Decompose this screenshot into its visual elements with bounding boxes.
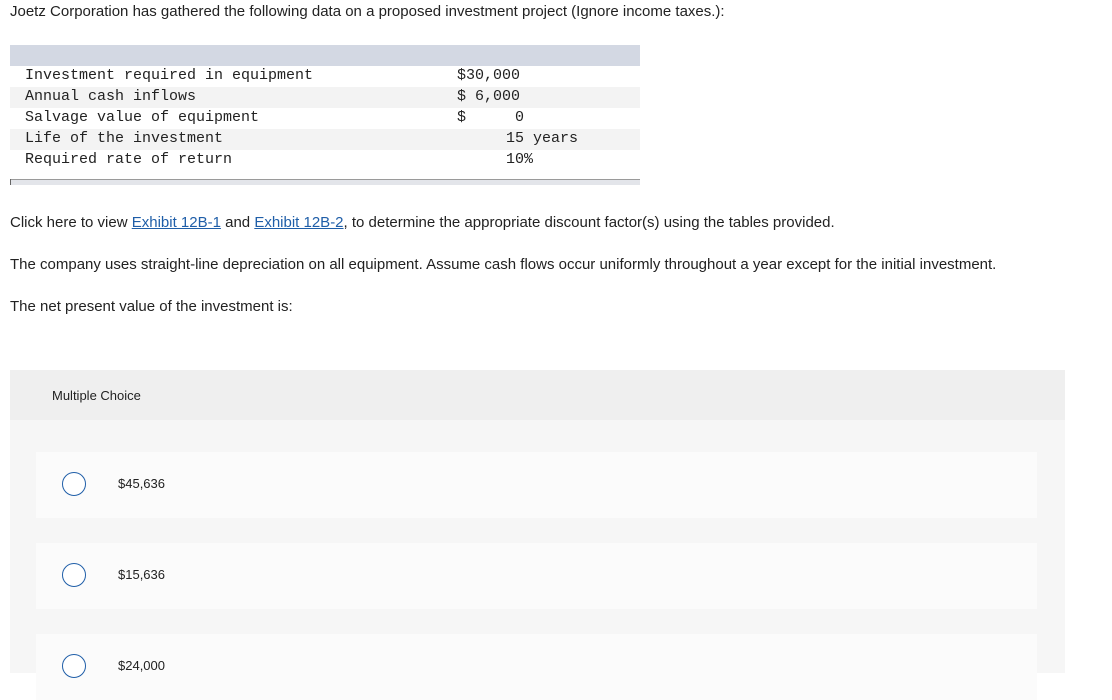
row-label: Required rate of return (25, 151, 233, 168)
table-row (10, 129, 640, 150)
row-label: Salvage value of equipment (25, 109, 260, 126)
question-prompt: The net present value of the investment is: (10, 298, 293, 315)
table-row (10, 87, 640, 108)
table-row (10, 108, 640, 129)
exhibit-suffix: , to determine the appropriate discount factor(s) using the tables provided. (343, 214, 835, 231)
multiple-choice-header (10, 370, 1065, 420)
row-currency: $ (457, 109, 467, 126)
table-footer (10, 180, 640, 185)
question-text: Joetz Corporation has gathered the following data on a proposed investment project (Ignore income taxes.): (10, 3, 725, 20)
table-header (10, 45, 640, 66)
row-value: $ 6,000 (457, 88, 521, 105)
exhibit-12b-2-link[interactable]: Exhibit 12B-2 (254, 214, 344, 231)
choice-label: $15,636 (118, 567, 165, 582)
choice-option[interactable] (36, 634, 1037, 700)
row-value: 0 (515, 109, 525, 126)
row-label: Life of the investment (25, 130, 224, 147)
depreciation-note: The company uses straight-line depreciation on all equipment. Assume cash flows occur uniformly throughout a year except for the initial investment. (10, 256, 997, 273)
exhibit-prefix: Click here to view (10, 214, 132, 231)
radio-circle-icon[interactable] (62, 654, 86, 678)
radio-circle-icon[interactable] (62, 563, 86, 587)
choice-option[interactable] (36, 452, 1037, 518)
row-label: Investment required in equipment (25, 67, 314, 84)
multiple-choice-panel (10, 370, 1065, 673)
row-value: 15 years (506, 130, 579, 147)
exhibit-12b-1-link[interactable]: Exhibit 12B-1 (131, 214, 221, 231)
choice-label: $24,000 (118, 658, 165, 673)
data-table (10, 45, 640, 185)
choice-option[interactable] (36, 543, 1037, 609)
multiple-choice-title: Multiple Choice (52, 388, 141, 403)
radio-circle-icon[interactable] (62, 472, 86, 496)
exhibit-instructions (10, 214, 835, 231)
choice-label: $45,636 (118, 476, 165, 491)
row-value: $30,000 (457, 67, 521, 84)
exhibit-middle: and (220, 214, 255, 231)
table-corner-tick (10, 179, 11, 185)
table-row (10, 66, 640, 87)
row-label: Annual cash inflows (25, 88, 197, 105)
table-row (10, 150, 640, 171)
row-value: 10% (506, 151, 534, 168)
